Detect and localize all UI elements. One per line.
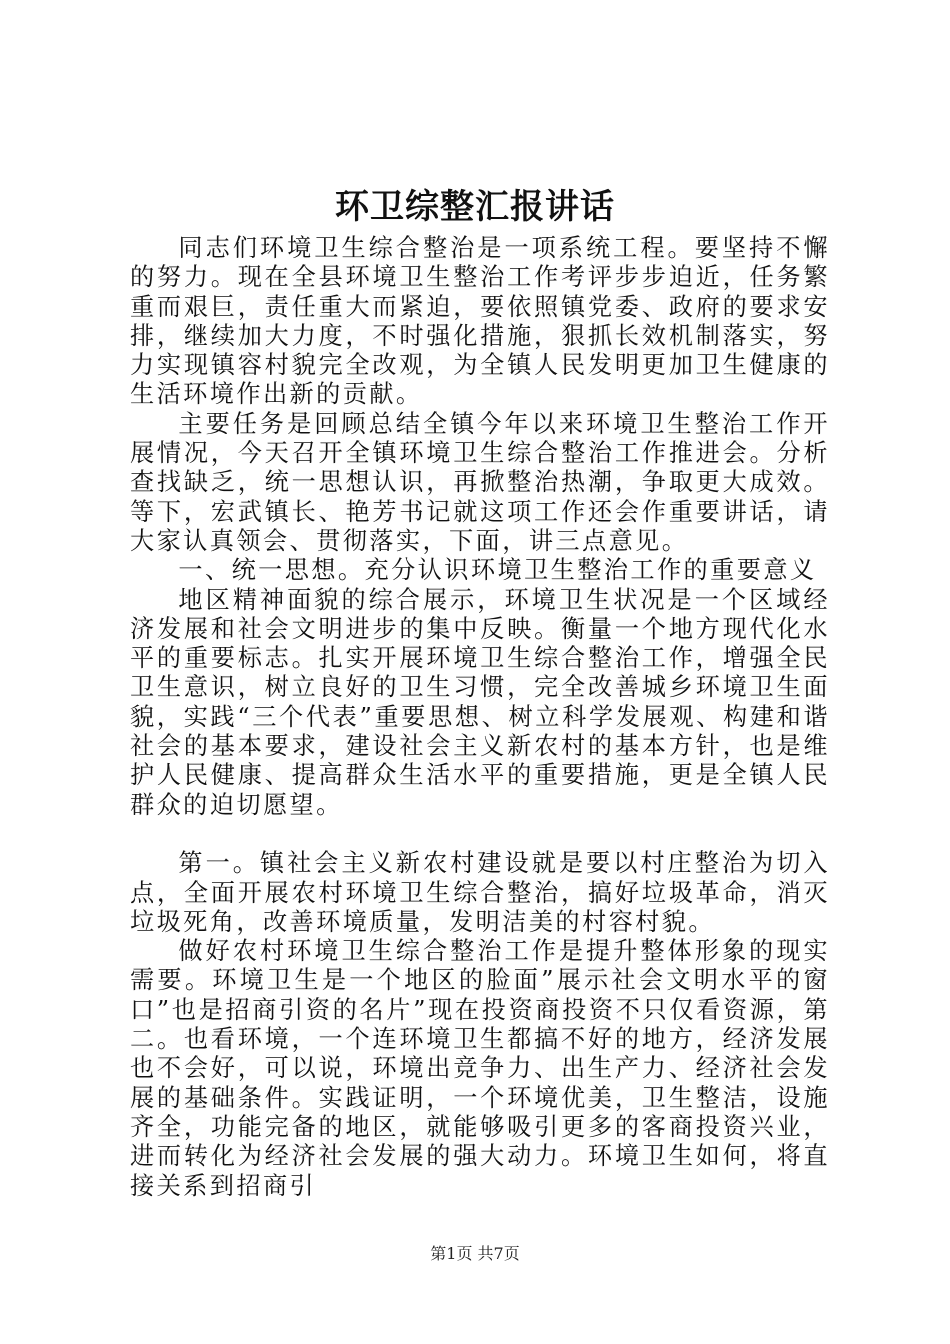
paragraph-first-point: 第一。镇社会主义新农村建设就是要以村庄整治为切入点，全面开展农村环境卫生综合整治，搞好垃圾革命，消灭垃圾死角，改善环境质量，发明洁美的村容村貌。 [130, 849, 830, 936]
paragraph-significance: 地区精神面貌的综合展示，环境卫生状况是一个区域经济发展和社会文明进步的集中反映。衡量一个地方现代化水平的重要标志。扎实开展环境卫生综合整治工作，增强全民卫生意识，树立良好的卫生习惯，完全改善城乡环境卫生面貌，实践“三个代表”重要思想、树立科学发展观、构建和谐社会的基本要求，建设社会主义新农村的基本方针，也是维护人民健康、提高群众生活水平的重要措施，更是全镇人民群众的迫切愿望。 [130, 585, 830, 819]
section-heading-one: 一、统一思想。充分认识环境卫生整治工作的重要意义 [178, 556, 817, 585]
page-number-footer: 第1页 共7页 [430, 1244, 520, 1263]
paragraph-image-need: 做好农村环境卫生综合整治工作是提升整体形象的现实需要。环境卫生是一个地区的脸面”展示社会文明水平的窗口”也是招商引资的名片”现在投资商投资不只仅看资源，第二。也看环境，一个连环境卫生都搞不好的地方，经济发展也不会好，可以说，环境出竞争力、出生产力、经济社会发展的基础条件。实践证明，一个环境优美，卫生整洁，设施齐全，功能完备的地区，就能够吸引更多的客商投资兴业，进而转化为经济社会发展的强大动力。环境卫生如何，将直接关系到招商引 [130, 937, 830, 1200]
paragraph-main-task: 主要任务是回顾总结全镇今年以来环境卫生整治工作开展情况，今天召开全镇环境卫生综合整治工作推进会。分析查找缺乏，统一思想认识，再掀整治热潮，争取更大成效。等下，宏武镇长、艳芳书记就这项工作还会作重要讲话，请大家认真领会、贯彻落实，下面，讲三点意见。 [130, 409, 830, 555]
document-body [130, 234, 830, 1201]
paragraph-intro: 同志们环境卫生综合整治是一项系统工程。要坚持不懈的努力。现在全县环境卫生整治工作考评步步迫近，任务繁重而艰巨，责任重大而紧迫，要依照镇党委、政府的要求安排，继续加大力度，不时强化措施，狠抓长效机制落实，努力实现镇容村貌完全改观，为全镇人民发明更加卫生健康的生活环境作出新的贡献。 [130, 234, 830, 409]
document-title: 环卫综整汇报讲话 [335, 187, 615, 227]
